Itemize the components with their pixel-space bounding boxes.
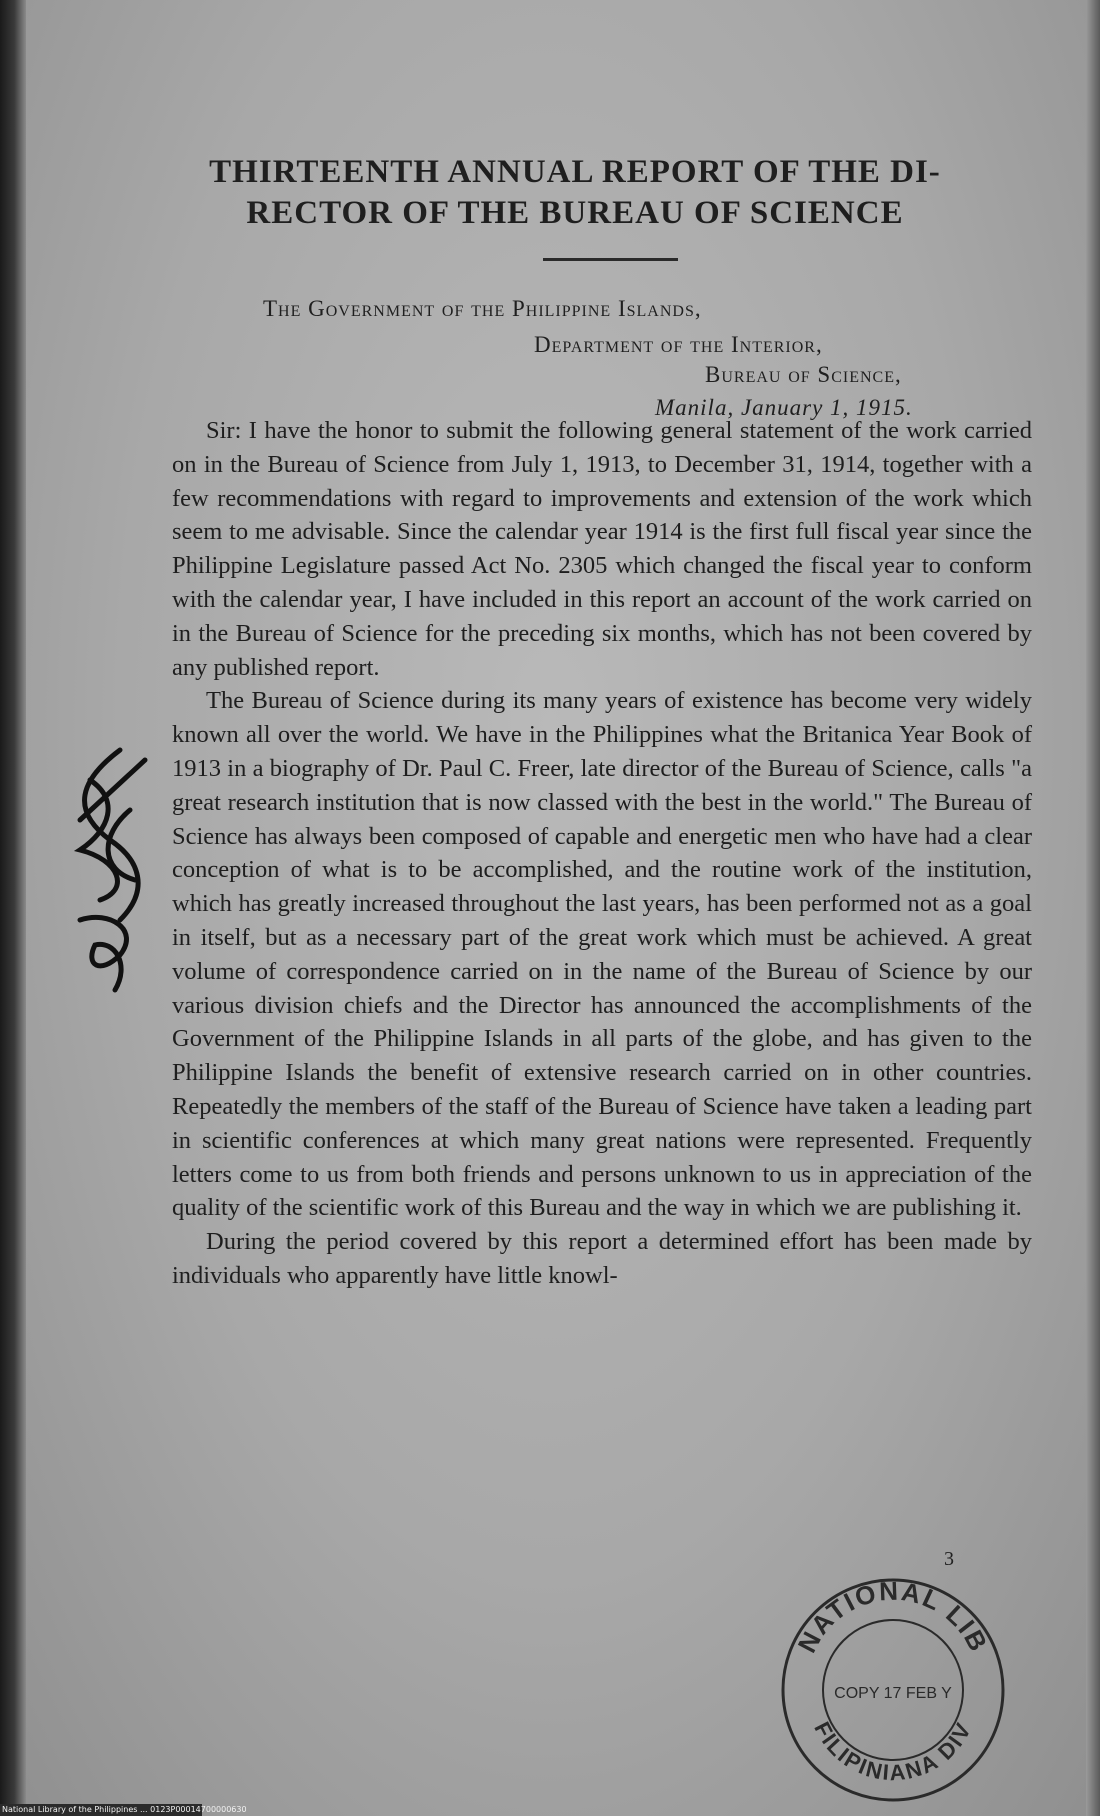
page-number: 3 <box>944 1548 954 1570</box>
report-body <box>172 414 1032 1293</box>
address-line-bureau: Bureau of Science, <box>705 362 902 387</box>
svg-text:NATIONAL LIB <box>792 1576 995 1658</box>
svg-text:FILIPINIANA DIV <box>809 1718 976 1786</box>
report-title: THIRTEENTH ANNUAL REPORT OF THE DI- RECTOR OF THE BUREAU OF SCIENCE <box>209 154 941 231</box>
title-rule <box>543 258 678 261</box>
paragraph-bureau-reputation: The Bureau of Science during its many years of existence has become very widely known all over the world. We have in the Philippines what the Britanica Year Book of 1913 in a biography of Dr. Paul C. Freer, late director of the Bureau of Science, calls "a great research institution that is now classed with the best in the world." The Bureau of Science has always been composed of capable and energetic men who have had a clear conception of what is to be accomplished, and the routine work of the institution, which has greatly increased throughout the last years, has been performed not as a goal in itself, but as a necessary part of the great work which must be achieved. A great volume of correspondence carried on in the name of the Bureau of Science by our various division chiefs and the Director has announced the accomplishments of the Government of the Philippine Islands in all parts of the globe, and has given to the Philippine Islands the benefit of extensive research carried on in other countries. Repeatedly the members of the staff of the Bureau of Science have taken a leading part in scientific conferences at which many great nations were represented. Frequently letters come to us from both friends and persons unknown to us in appreciation of the quality of the scientific work of this Bureau and the way in which we are publishing it. <box>172 687 1032 1222</box>
scan-footer-label: National Library of the Philippines ... 0123P00014700000630 <box>2 1805 247 1814</box>
national-library-stamp <box>768 1560 1018 1810</box>
address-line-government: The Government of the Philippine Islands, <box>263 296 702 321</box>
paragraph-introduction: Sir: I have the honor to submit the following general statement of the work carried on in the Bureau of Science from July 1, 1913, to December 31, 1914, together with a few recommendations with regard to improvements and extension of the work which seem to me advisable. Since the calendar year 1914 is the first full fiscal year since the Philippine Legislature passed Act No. 2305 which changed the fiscal year to conform with the calendar year, I have included in this report an account of the work carried on in the Bureau of Science for the preceding six months, which has not been covered by any published report. <box>172 417 1032 681</box>
stamp-bottom-text: FILIPINIANA DIV <box>809 1717 977 1786</box>
stamp-top-text: NATIONAL LIB <box>791 1575 995 1658</box>
address-line-department: Department of the Interior, <box>534 332 823 357</box>
page-right-edge <box>1086 0 1100 1816</box>
handwritten-accession-number <box>60 740 170 1000</box>
book-binding-edge <box>0 0 26 1816</box>
stamp-middle-text: COPY 17 FEB Y <box>834 1685 952 1702</box>
address-date: Manila, January 1, 1915. <box>655 395 913 420</box>
paragraph-period-effort: During the period covered by this report a determined effort has been made by individuals who apparently have little knowl- <box>172 1228 1032 1289</box>
